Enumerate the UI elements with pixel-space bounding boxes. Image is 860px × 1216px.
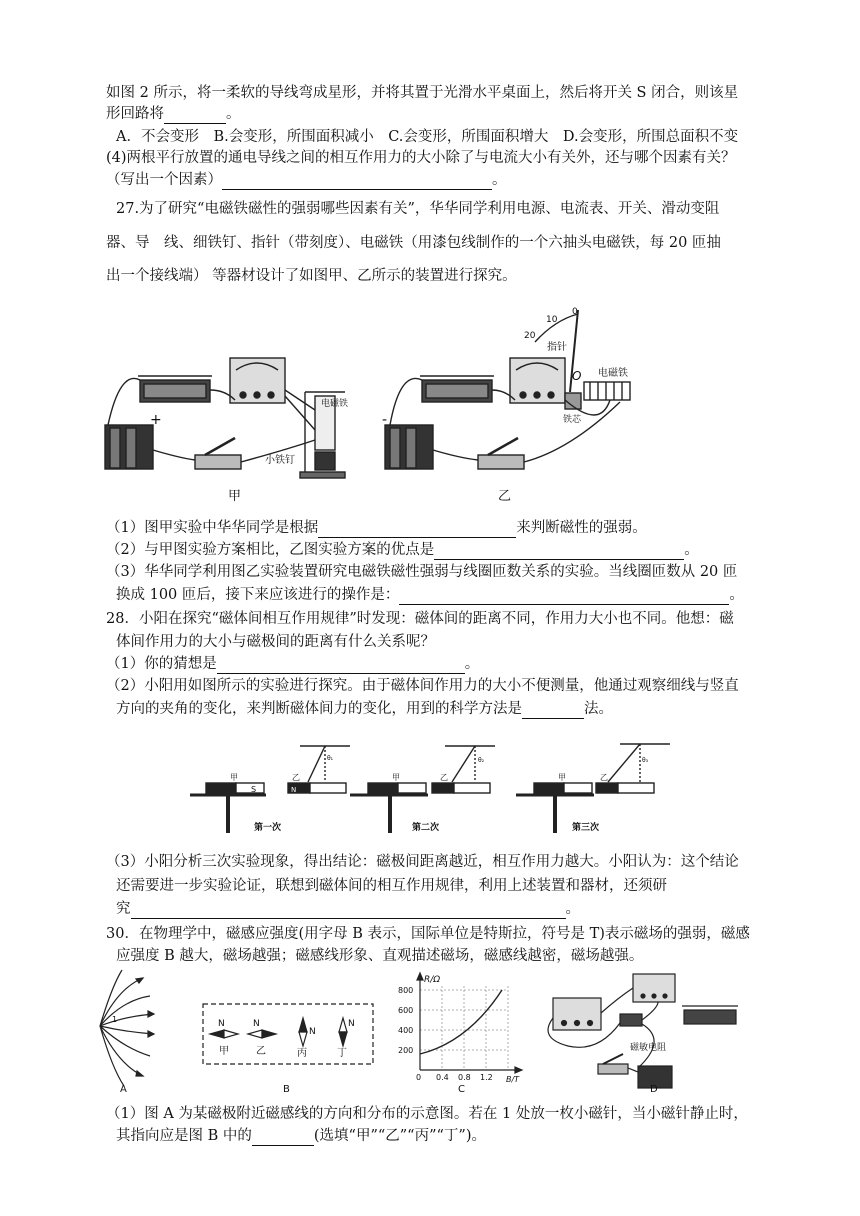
q28-part2-blank[interactable] xyxy=(522,703,584,719)
trial2-theta-label: θ₂ xyxy=(478,757,485,764)
q26-part4-line1: (4)两根平行放置的通电导线之间的相互作用力的大小除了与电流大小有关外，还与哪个因素有关？ xyxy=(106,150,736,166)
trial1-yi-label: 乙 xyxy=(292,773,300,782)
graph-xlabel: B/T xyxy=(506,1075,520,1084)
needle-ding-n-label: N xyxy=(348,1019,355,1029)
figure-b-caption: B xyxy=(283,1084,290,1094)
graph-y200: 200 xyxy=(398,1046,414,1055)
jia-plus-label: + xyxy=(150,412,162,428)
q28-part3-line3: 究 。 xyxy=(116,901,580,917)
needle-ding xyxy=(339,1018,347,1046)
trial1-jia-label: 甲 xyxy=(230,773,238,782)
jia-electromagnet-label: 电磁铁 xyxy=(321,399,349,409)
trial2-caption: 第二次 xyxy=(412,823,440,833)
needle-jia xyxy=(210,1030,238,1038)
q28-part3-line2: 还需要进一步实验论证，联想到磁体间的相互作用规律，利用上述装置和器材，还须研 xyxy=(116,878,667,894)
q28-text-line1: 28．小阳在探究“磁体间相互作用规律”时发现：磁体间的距离不同，作用力大小也不同。他想：磁 xyxy=(106,611,734,627)
graph-y400: 400 xyxy=(398,1026,414,1035)
scale-0-label: 0 xyxy=(572,307,578,317)
trial2-jia-label: 甲 xyxy=(392,773,400,782)
q30-part1-line1: （1）图 A 为某磁极附近磁感线的方向和分布的示意图。若在 1 处放一枚小磁针，当小磁针静止时， xyxy=(106,1106,748,1122)
point-1-label: 1 xyxy=(112,1015,118,1024)
q28-part2-line1: （2）小阳用如图所示的实验进行探究。由于磁体间作用力的大小不便测量，他通过观察细线与竖直 xyxy=(106,678,739,694)
circuit-figure-d xyxy=(548,974,738,1088)
trial3-yi-label: 乙 xyxy=(600,773,608,782)
yi-minus-label: - xyxy=(382,412,388,428)
q28-magnet-figure xyxy=(190,738,680,838)
figure-d-caption: D xyxy=(650,1084,658,1094)
q30-text-line2: 应强度 B 越大，磁场越强；磁感线形象、直观描述磁场，磁感线越密，磁场越强。 xyxy=(116,948,644,964)
q30-part1-blank[interactable] xyxy=(252,1130,314,1146)
q27-text-line2: 器、导 线、细铁钉、指针（带刻度）、电磁铁（用漆包线制作的一个六抽头电磁铁，每 20 匝抽 xyxy=(106,235,721,251)
trial1-caption: 第一次 xyxy=(254,823,282,833)
q27-apparatus-figure xyxy=(100,300,660,512)
iron-core-label: 铁芯 xyxy=(563,415,582,425)
q26-answer-blank[interactable] xyxy=(164,108,226,124)
sensor-label: 磁敏电阻 xyxy=(630,1043,667,1053)
q27-part3-line2: 换成 100 匝后，接下来应该进行的操作是： 。 xyxy=(116,587,744,603)
q26-text-line1: 如图 2 所示，将一柔软的导线弯成星形，并将其置于光滑水平桌面上，然后将开关 S 闭合，则该星 xyxy=(106,85,739,101)
scale-20-label: 20 xyxy=(524,331,536,341)
graph-y800: 800 xyxy=(398,986,414,995)
q30-text-line1: 30．在物理学中，磁感应强度(用字母 B 表示，国际单位是特斯拉，符号是 T)表示磁场的强弱，磁感 xyxy=(106,926,750,942)
q27-part3-line1: （3）华华同学利用图乙实验装置研究电磁铁磁性强弱与线圈匝数关系的实验。当线圈匝数从 20 匝 xyxy=(106,564,738,580)
jia-apparatus xyxy=(105,358,345,478)
q28-part3-blank[interactable] xyxy=(131,903,566,919)
graph-x0: 0 xyxy=(416,1073,422,1082)
q27-part2: （2）与甲图实验方案相比，乙图实验方案的优点是 。 xyxy=(106,542,699,558)
trial1-setup xyxy=(190,746,350,833)
q26-options: A．不会变形 B.会变形，所围面积减小 C.会变形，所围面积增大 D.会变形，所围总面积不变 xyxy=(116,129,739,145)
q28-part1-blank[interactable] xyxy=(217,658,465,674)
needle-bing-n-label: N xyxy=(309,1027,316,1037)
q27-part3-blank[interactable] xyxy=(399,589,729,605)
figure-c-caption: C xyxy=(458,1084,465,1094)
pivot-o-label: O xyxy=(572,369,582,383)
trial3-caption: 第三次 xyxy=(572,823,600,833)
q27-text-line3: 出一个接线端） 等器材设计了如图甲、乙所示的装置进行探究。 xyxy=(106,268,517,284)
q27-part1: （1）图甲实验中华华同学是根据 来判断磁性的强弱。 xyxy=(106,520,647,536)
q28-part1: （1）你的猜想是 。 xyxy=(106,656,480,672)
q27-part1-blank[interactable] xyxy=(318,522,516,538)
figure-a-caption: A xyxy=(120,1084,127,1094)
needle-yi-n-label: N xyxy=(253,1019,260,1029)
scale-10-label: 10 xyxy=(546,315,558,325)
option-ding-label: 丁 xyxy=(337,1048,347,1059)
option-bing-label: 丙 xyxy=(297,1048,307,1059)
q26-text-line2: 形回路将 。 xyxy=(106,106,241,122)
graph-x12: 1.2 xyxy=(480,1073,493,1082)
yi-electromagnet-label: 电磁铁 xyxy=(598,368,628,379)
option-yi-label: 乙 xyxy=(256,1046,266,1057)
q28-part2-line2: 方向的夹角的变化，来判断磁体间力的变化，用到的科学方法是 法。 xyxy=(116,701,613,717)
q30-part1-line2: 其指向应是图 B 中的 (选填“甲”“乙”“丙”“丁”)。 xyxy=(116,1128,486,1144)
pointer-label: 指针 xyxy=(547,342,567,353)
graph-figure-c xyxy=(417,973,522,1073)
q27-text-line1: 27.为了研究“电磁铁磁性的强弱哪些因素有关”，华华同学利用电源、电流表、开关、滑动变阻 xyxy=(116,201,720,217)
needle-yi xyxy=(248,1030,276,1038)
trial3-jia-label: 甲 xyxy=(558,773,566,782)
q28-part3-line1: （3）小阳分析三次实验现象，得出结论：磁极间距离越近，相互作用力越大。小阳认为：这个结论 xyxy=(106,854,739,870)
graph-x04: 0.4 xyxy=(436,1073,449,1082)
trial2-yi-label: 乙 xyxy=(440,773,448,782)
trial3-theta-label: θ₃ xyxy=(642,757,649,764)
q27-part2-blank[interactable] xyxy=(434,544,684,560)
graph-y600: 600 xyxy=(398,1006,414,1015)
figure-jia-caption: 甲 xyxy=(228,489,242,504)
q26-part4-blank[interactable] xyxy=(222,174,492,190)
q28-text-line2: 体间作用力的大小与磁极间的距离有什么关系呢？ xyxy=(116,634,435,650)
needle-bing xyxy=(299,1018,307,1046)
figure-yi-caption: 乙 xyxy=(498,489,512,504)
jia-nail-label: 小铁钉 xyxy=(265,455,295,466)
needle-jia-n-label: N xyxy=(218,1019,225,1029)
trial1-theta-label: θ₁ xyxy=(327,755,334,762)
trial2-setup xyxy=(350,746,495,833)
q26-part4-line2: （写出一个因素） 。 xyxy=(106,172,507,188)
graph-x08: 0.8 xyxy=(458,1073,471,1082)
yi-apparatus xyxy=(385,310,630,469)
q30-figures xyxy=(98,968,758,1094)
field-lines-figure-a xyxy=(100,970,154,1086)
trial1-s-label: S xyxy=(251,785,257,794)
option-jia-label: 甲 xyxy=(219,1046,229,1057)
graph-ylabel: R/Ω xyxy=(424,975,441,985)
trial1-n-label: N xyxy=(291,786,297,794)
